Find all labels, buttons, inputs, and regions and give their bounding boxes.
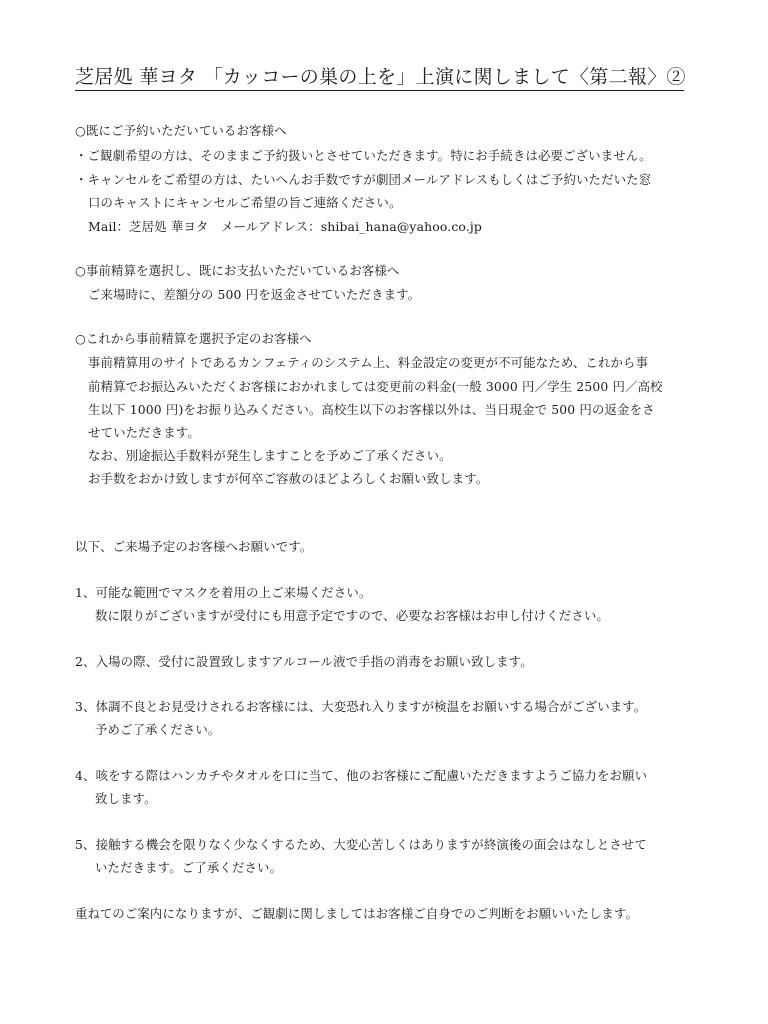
title-underline [75, 90, 684, 91]
request-item-4-cont: 致します。 [95, 791, 157, 806]
request-item-5-cont: いただきます。ご了承ください。 [95, 860, 283, 875]
planned-line-3: 生以下 1000 円)をお振り込みください。高校生以下のお客様以外は、当日現金で 500 円の返金をさ [88, 402, 655, 417]
request-item-4: 4、咳をする際はハンカチやタオルを口に当て、他のお客様にご配慮いただきますようご協力をお願い [75, 768, 648, 783]
planned-line-4: せていただきます。 [88, 425, 200, 440]
section-heading-prepaid: ○事前精算を選択し、既にお支払いただいているお客様へ [75, 263, 400, 278]
planned-line-5: なお、別途振込手数料が発生しますことを予めご了承ください。 [88, 448, 452, 463]
prepaid-line-1: ご来場時に、差額分の 500 円を返金させていただきます。 [88, 287, 421, 302]
request-item-3: 3、体調不良とお見受けされるお客様には、大変恐れ入りますが検温をお願いする場合がございます。 [75, 699, 647, 714]
mail-address: Mail：芝居処 華ヨタ メールアドレス：shibai_hana@yahoo.co.jp [88, 219, 482, 234]
request-item-5: 5、接触する機会を限りなく少なくするため、大変心苦しくはありますが終演後の面会はなしとさせて [75, 837, 647, 852]
document-title: 芝居処 華ヨタ 「カッコーの巣の上を」上演に関しまして〈第二報〉② [75, 66, 686, 88]
closing-note: 重ねてのご案内になりますが、ご観劇に関しましてはお客様ご自身でのご判断をお願いいたします。 [75, 906, 639, 921]
request-item-1-cont: 数に限りがございますが受付にも用意予定ですので、必要なお客様はお申し付けください。 [95, 608, 609, 623]
request-item-3-cont: 予めご了承ください。 [95, 722, 221, 737]
planned-line-2: 前精算でお振込みいただくお客様におかれましては変更前の料金(一般 3000 円／学生 2500 円／高校 [88, 379, 663, 394]
request-item-2: 2、入場の際、受付に設置致しますアルコール液で手指の消毒をお願い致します。 [75, 654, 533, 669]
planned-line-1: 事前精算用のサイトであるカンフェティのシステム上、料金設定の変更が不可能なため、これから事 [88, 355, 649, 370]
reserved-line-3: 口のキャストにキャンセルご希望の旨ご連絡ください。 [88, 195, 402, 210]
planned-line-6: お手数をおかけ致しますが何卒ご容赦のほどよろしくお願い致します。 [88, 471, 489, 486]
reserved-line-1: ・ご観劇希望の方は、そのままご予約扱いとさせていただきます。特にお手続きは必要ございません。 [75, 148, 652, 163]
section-heading-reserved: ○既にご予約いただいているお客様へ [75, 123, 287, 138]
request-item-1: 1、可能な範囲でマスクを着用の上ご来場ください。 [75, 585, 372, 600]
requests-intro: 以下、ご来場予定のお客様へお願いです。 [75, 539, 313, 554]
section-heading-planned: ○これから事前精算を選択予定のお客様へ [75, 331, 312, 346]
reserved-line-2: ・キャンセルをご希望の方は、たいへんお手数ですが劇団メールアドレスもしくはご予約いただいた窓 [75, 172, 652, 187]
